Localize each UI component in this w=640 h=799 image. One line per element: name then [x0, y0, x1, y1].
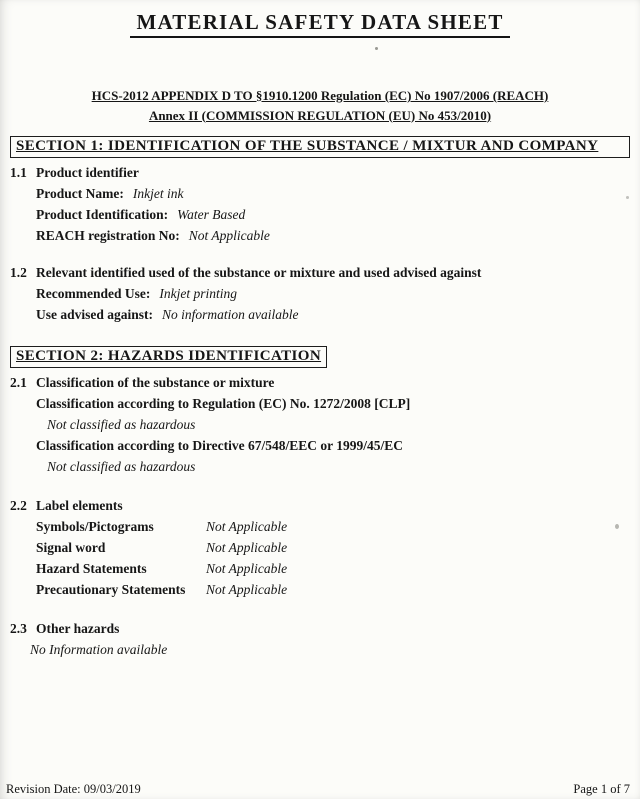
field-label: Product Identification: — [36, 206, 169, 222]
other-hazards-value: No Information available — [30, 641, 168, 657]
row-label: Precautionary Statements — [36, 581, 186, 597]
label-elements-table — [36, 517, 630, 601]
field-label: Use advised against: — [36, 306, 154, 322]
item-1-1-number: 1.1 — [10, 165, 27, 180]
scan-speck — [375, 47, 378, 50]
item-2-1-number: 2.1 — [10, 375, 27, 391]
scan-speck — [615, 524, 619, 529]
item-1-1-fields — [36, 184, 630, 247]
field-product-identification — [36, 205, 630, 226]
page-title: MATERIAL SAFETY DATA SHEET — [130, 10, 509, 38]
field-value: Inkjet ink — [132, 185, 184, 201]
section-2-heading-box — [10, 346, 327, 368]
field-value: Water Based — [177, 206, 246, 222]
field-value: Not Applicable — [188, 227, 270, 243]
classification-clp-value: Not classified as hazardous — [47, 417, 196, 433]
field-label: Recommended Use: — [36, 285, 151, 301]
row-value: Not Applicable — [206, 581, 288, 597]
row-value: Not Applicable — [206, 539, 288, 555]
row-value: Not Applicable — [206, 560, 288, 576]
row-precautionary-statements — [36, 580, 630, 601]
classification-directive-value: Not classified as hazardous — [47, 459, 196, 475]
section-1-heading-box — [10, 136, 630, 158]
field-value: No information available — [162, 306, 299, 322]
item-1-2 — [10, 263, 630, 326]
field-label: REACH registration No: — [36, 227, 180, 243]
item-2-2-title: Label elements — [36, 498, 123, 514]
row-label: Hazard Statements — [36, 560, 147, 576]
row-label: Symbols/Pictograms — [36, 518, 154, 534]
page-number: Page 1 of 7 — [573, 782, 630, 796]
item-1-2-number: 1.2 — [10, 264, 27, 280]
item-1-1 — [10, 163, 630, 247]
section-2-heading-row — [10, 346, 630, 368]
regulation-line-2: Annex II (COMMISSION REGULATION (EU) No 453/2010) — [148, 107, 492, 123]
item-2-1 — [10, 373, 630, 478]
field-product-name — [36, 184, 630, 205]
row-symbols-pictograms — [36, 517, 630, 538]
section-2-heading: SECTION 2: HAZARDS IDENTIFICATION — [16, 348, 322, 365]
row-hazard-statements — [36, 559, 630, 580]
title-row — [10, 10, 630, 38]
field-value: Inkjet printing — [159, 285, 237, 301]
item-2-3-number: 2.3 — [10, 620, 27, 636]
item-1-2-title: Relevant identified used of the substance or mixture and used advised against — [36, 264, 482, 280]
field-reach-registration — [36, 226, 630, 247]
item-2-1-title: Classification of the substance or mixture — [36, 375, 275, 391]
classification-clp-label: Classification according to Regulation (EC) No. 1272/2008 [CLP] — [36, 396, 411, 412]
row-signal-word — [36, 538, 630, 559]
item-1-2-fields — [36, 284, 630, 326]
regulation-line-1: HCS-2012 APPENDIX D TO §1910.1200 Regulation (EC) No 1907/2006 (REACH) — [91, 88, 549, 103]
item-1-1-title: Product identifier — [36, 165, 139, 180]
item-2-2 — [10, 496, 630, 601]
row-label: Signal word — [36, 539, 106, 555]
field-recommended-use — [36, 284, 630, 305]
page-footer — [6, 782, 630, 797]
revision-date: Revision Date: 09/03/2019 — [6, 782, 141, 796]
section-1-heading: SECTION 1: IDENTIFICATION OF THE SUBSTANCE / MIXTUR AND COMPANY — [16, 138, 599, 154]
field-label: Product Name: — [36, 185, 124, 201]
row-value: Not Applicable — [206, 518, 288, 534]
classification-directive-label: Classification according to Directive 67/548/EEC or 1999/45/EC — [36, 438, 403, 454]
item-2-2-number: 2.2 — [10, 498, 27, 514]
item-2-3 — [10, 619, 630, 661]
item-2-3-title: Other hazards — [36, 620, 120, 636]
field-use-advised-against — [36, 305, 630, 326]
regulation-header — [10, 86, 630, 125]
scan-speck — [626, 196, 629, 199]
